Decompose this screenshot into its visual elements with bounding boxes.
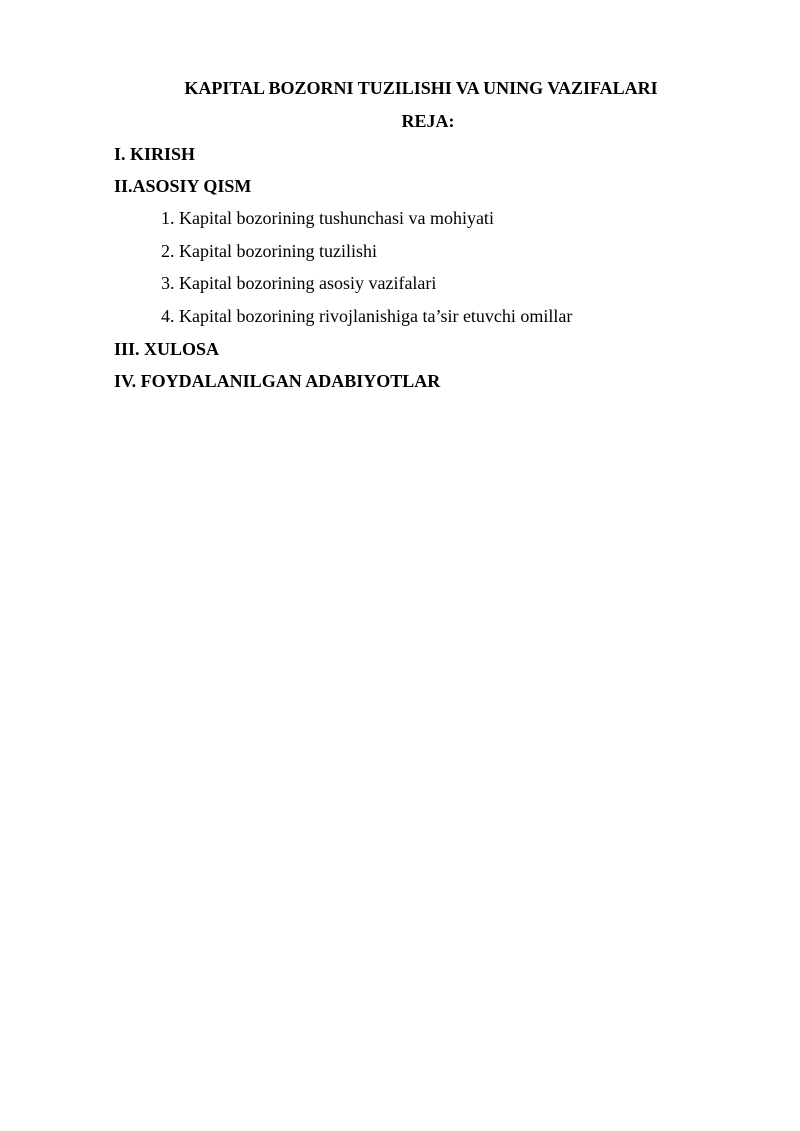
section-references: IV. FOYDALANILGAN ADABIYOTLAR [114, 371, 441, 391]
section-conclusion: III. XULOSA [114, 339, 220, 359]
subitem-functions: 3. Kapital bozorining asosiy vazifalari [161, 273, 437, 293]
subitem-development-factors: 4. Kapital bozorining rivojlanishiga ta’sir etuvchi omillar [161, 306, 573, 326]
plan-heading: REJA: [401, 111, 455, 131]
section-main-part: II.ASOSIY QISM [114, 176, 252, 196]
subitem-concept: 1. Kapital bozorining tushunchasi va mohiyati [161, 208, 494, 228]
section-introduction: I. KIRISH [114, 144, 196, 164]
subitem-structure: 2. Kapital bozorining tuzilishi [161, 241, 377, 261]
document-title: KAPITAL BOZORNI TUZILISHI VA UNING VAZIFALARI [184, 78, 658, 98]
